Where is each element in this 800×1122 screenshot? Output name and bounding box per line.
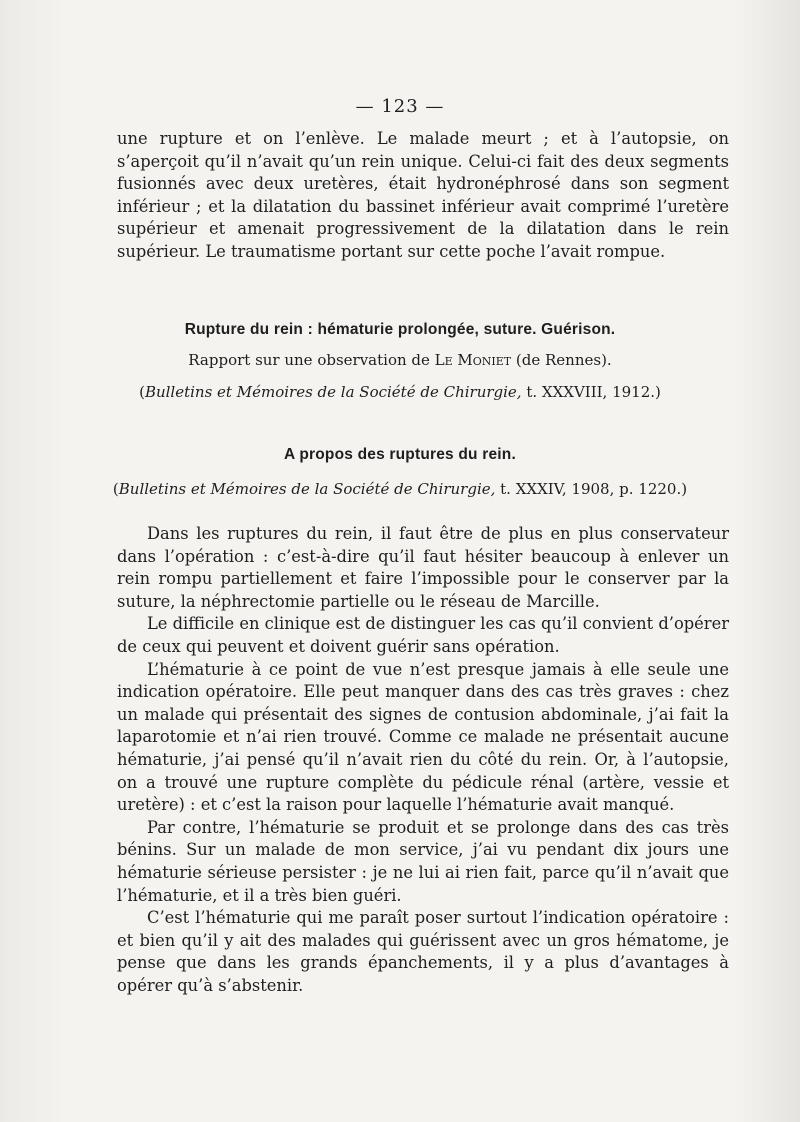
ref1-journal: Bulletins et Mémoires de la Société de Chirurgie, <box>144 383 522 401</box>
body-paragraph-4: Par contre, l’hématurie se produit et se prolonge dans des cas très bénins. Sur un malade de mon service, j’ai vu pendant dix jours une hématurie sérieuse persister : je ne lui ai rien fait, parce qu’il n’avait que l’hématurie, et il a très bien guéri. <box>117 817 729 905</box>
intro-paragraph: une rupture et on l’enlève. Le malade meurt ; et à l’autopsie, on s’aperçoit qu’il n’avait qu’un rein unique. Celui-ci fait des deux segments fusionnés avec deux uretères, était hydronéphrosé dans son segment inférieur ; et la dilatation du bassinet inférieur avait comprimé l’uretère supérieur et amenait progressivement de la dilatation dans le rein supérieur. Le traumatisme portant sur cette poche l’avait rompue. <box>117 129 729 261</box>
intro-block <box>117 128 729 264</box>
ref2-journal: Bulletins et Mémoires de la Société de Chirurgie, <box>118 480 496 498</box>
body-text <box>117 523 729 997</box>
report-prefix: Rapport sur une observation de <box>188 351 435 369</box>
ref2-details: t. XXXIV, 1908, p. 1220.) <box>495 480 688 498</box>
section2-reference <box>0 480 800 498</box>
ref2-prefix: ( <box>112 480 119 498</box>
report-author: Le Moniet <box>434 351 512 369</box>
page-number: — 123 — <box>355 96 445 117</box>
report-suffix: (de Rennes). <box>511 351 612 369</box>
body-paragraph-3: L’hématurie à ce point de vue n’est presque jamais à elle seule une indication opératoire. Elle peut manquer dans des cas très graves : chez un malade qui présentait des signes de contusion abdominale, j’ai fait la laparotomie et n’ai rien trouvé. Comme ce malade ne présentait aucune hématurie, j’ai pensé qu’il n’avait rien du côté du rein. Or, à l’autopsie, on a trouvé une rupture complète du pédicule rénal (artère, vessie et uretère) : et c’est la raison pour laquelle l’hématurie avait manqué. <box>117 659 729 815</box>
section1-reference <box>0 383 800 401</box>
body-paragraph-5: C’est l’hématurie qui me paraît poser surtout l’indication opératoire : et bien qu’il y ait des malades qui guérissent avec un gros hématome, je pense que dans les grands épanchements, il y a plus d’avantages à opérer qu’à s’abstenir. <box>117 908 729 995</box>
body-paragraph-1: Dans les ruptures du rein, il faut être de plus en plus conservateur dans l’opération : c’est-à-dire qu’il faut hésiter beaucoup à enlever un rein rompu partiellement et faire l’impossible pour le conserver par la suture, la néphrectomie partielle ou le réseau de Marcille. <box>117 524 729 611</box>
section1-title: Rupture du rein : hématurie prolongée, suture. Guérison. <box>184 321 616 338</box>
ref1-prefix: ( <box>139 383 145 401</box>
ref1-details: t. XXXVIII, 1912.) <box>521 383 661 401</box>
section1-report <box>0 351 800 369</box>
section2-title: A propos des ruptures du rein. <box>284 446 516 463</box>
body-paragraph-2: Le difficile en clinique est de distinguer les cas qu’il convient d’opérer de ceux qui peuvent et doivent guérir sans opération. <box>117 614 729 656</box>
